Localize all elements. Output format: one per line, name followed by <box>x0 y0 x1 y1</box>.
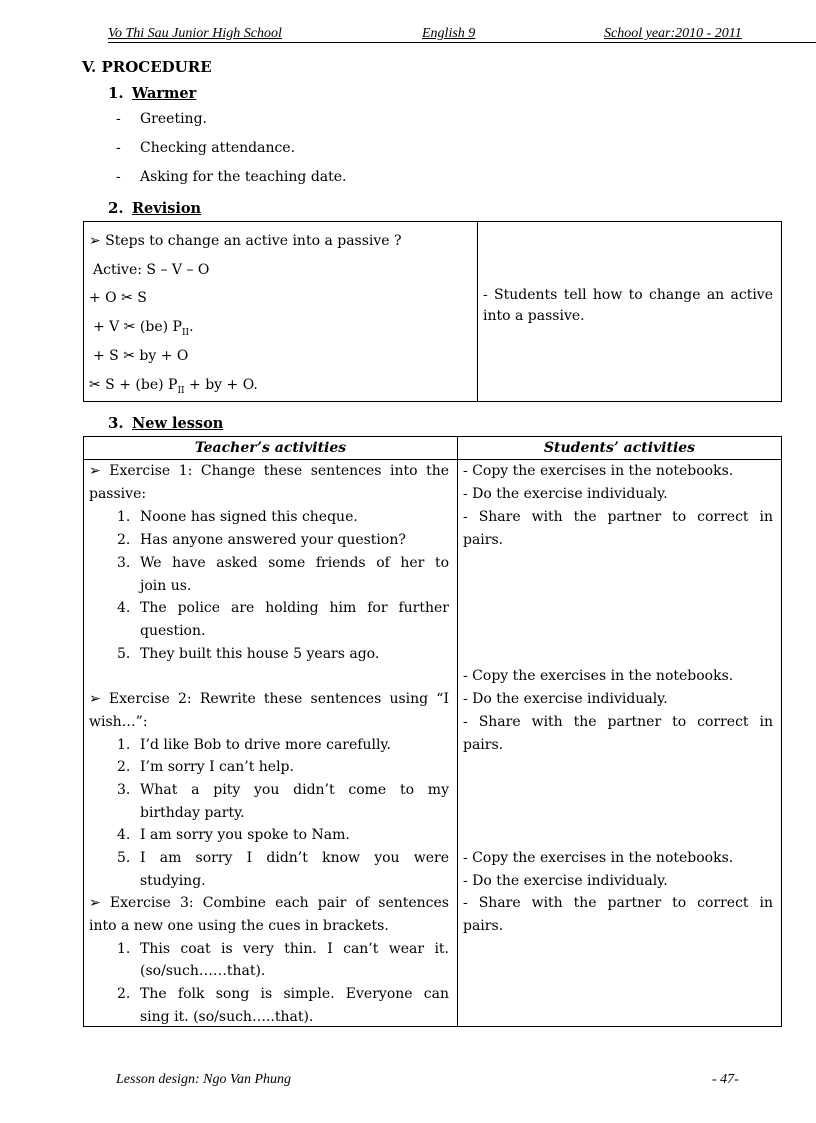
exercise2-item: I am sorry I didn’t know you were <box>140 850 449 866</box>
exercise1-item: join us. <box>140 578 192 594</box>
exercise2-item-num: 3. <box>117 782 131 798</box>
exercise1-title-cont: passive: <box>89 486 147 502</box>
exercise3-item-num: 1. <box>117 941 131 957</box>
student-activity: - Share with the partner to correct in <box>463 509 773 525</box>
section-warmer: 1. Warmer <box>108 84 197 102</box>
procedure-title: V. PROCEDURE <box>82 58 212 76</box>
exercise2-item: birthday party. <box>140 805 245 821</box>
exercise1-item: Noone has signed this cheque. <box>140 509 358 525</box>
student-activity: pairs. <box>463 737 504 753</box>
revision-line: + O ✂ S <box>89 290 147 306</box>
student-activity: - Do the exercise individualy. <box>463 486 668 502</box>
lesson-divider <box>457 436 458 1027</box>
exercise3-item: (so/such……that). <box>140 963 266 979</box>
student-activity: pairs. <box>463 532 504 548</box>
section-new-lesson: 3. New lesson <box>108 414 224 432</box>
exercise2-title: ➢ Exercise 2: Rewrite these sentences using “I <box>89 691 449 707</box>
student-activity: pairs. <box>463 918 504 934</box>
revision-divider <box>477 221 478 402</box>
exercise3-item-num: 2. <box>117 986 131 1002</box>
lesson-header-line <box>83 459 782 460</box>
exercise1-item: Has anyone answered your question? <box>140 532 406 548</box>
revision-active: Active: S – V – O <box>93 262 210 278</box>
revision-line: ✂ S + (be) $P_{II}$ + by + O. <box>89 377 258 396</box>
header-subject: English 9 <box>422 26 476 41</box>
warmer-item: - Asking for the teaching date. <box>116 169 347 185</box>
exercise3-title-cont: into a new one using the cues in brackets. <box>89 918 389 934</box>
exercise1-item-num: 4. <box>117 600 131 616</box>
exercise2-item-num: 1. <box>117 737 131 753</box>
col-students: Students’ activities <box>543 440 696 456</box>
exercise1-item-num: 2. <box>117 532 131 548</box>
student-activity: - Share with the partner to correct in <box>463 895 773 911</box>
header-school: Vo Thi Sau Junior High School <box>108 26 282 41</box>
exercise2-item-num: 4. <box>117 827 131 843</box>
exercise2-item-num: 5. <box>117 850 131 866</box>
exercise2-item-num: 2. <box>117 759 131 775</box>
exercise2-title-cont: wish…”: <box>89 714 148 730</box>
exercise1-title: ➢ Exercise 1: Change these sentences into the <box>89 463 449 479</box>
exercise1-item-num: 5. <box>117 646 131 662</box>
col-teacher: Teacher’s activities <box>194 440 347 456</box>
exercise2-item: I’m sorry I can’t help. <box>140 759 294 775</box>
student-activity: - Copy the exercises in the notebooks. <box>463 668 734 684</box>
student-activity: - Do the exercise individualy. <box>463 873 668 889</box>
warmer-item: - Checking attendance. <box>116 140 296 156</box>
revision-line: + S ✂ by + O <box>93 348 189 364</box>
revision-student-l2: into a passive. <box>483 308 585 324</box>
revision-line: + V ✂ (be) $P_{II}$. <box>93 319 194 338</box>
student-activity: - Copy the exercises in the notebooks. <box>463 850 734 866</box>
exercise3-item: This coat is very thin. I can’t wear it. <box>140 941 449 957</box>
section-revision: 2. Revision <box>108 199 202 217</box>
warmer-item: - Greeting. <box>116 111 207 127</box>
exercise3-item: The folk song is simple. Everyone can <box>140 986 449 1002</box>
student-activity: - Share with the partner to correct in <box>463 714 773 730</box>
footer-design: Lesson design: Ngo Van Phung <box>116 1072 291 1087</box>
exercise1-item: The police are holding him for further <box>140 600 449 616</box>
page-number: - 47- <box>712 1072 739 1087</box>
exercise1-item: We have asked some friends of her to <box>140 555 449 571</box>
student-activity: - Copy the exercises in the notebooks. <box>463 463 734 479</box>
header-year: School year:2010 - 2011 <box>604 26 742 41</box>
exercise2-item: studying. <box>140 873 206 889</box>
student-activity: - Do the exercise individualy. <box>463 691 668 707</box>
exercise2-item: What a pity you didn’t come to my <box>140 782 449 798</box>
exercise1-item: question. <box>140 623 206 639</box>
exercise1-item-num: 3. <box>117 555 131 571</box>
revision-steps: ➢ Steps to change an active into a passive ? <box>89 233 402 249</box>
exercise1-item-num: 1. <box>117 509 131 525</box>
revision-student-l1: - Students tell how to change an active <box>483 287 773 303</box>
exercise1-item: They built this house 5 years ago. <box>140 646 380 662</box>
exercise3-title: ➢ Exercise 3: Combine each pair of sentences <box>89 895 449 911</box>
page-header <box>108 24 816 43</box>
exercise2-item: I’d like Bob to drive more carefully. <box>140 737 391 753</box>
exercise2-item: I am sorry you spoke to Nam. <box>140 827 350 843</box>
exercise3-item: sing it. (so/such…..that). <box>140 1009 314 1025</box>
